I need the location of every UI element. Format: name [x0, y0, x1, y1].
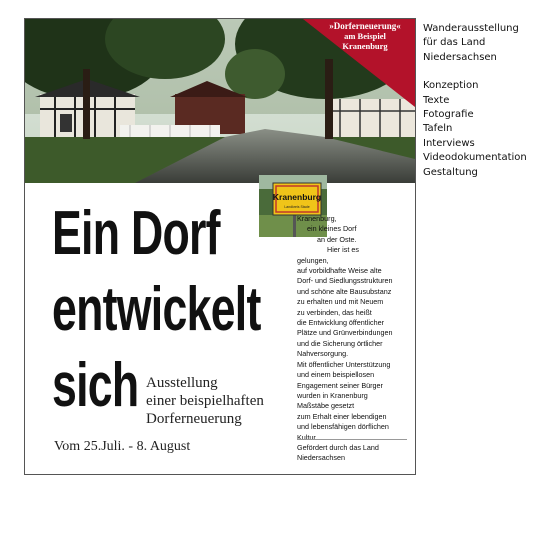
service-item: Konzeption — [423, 80, 479, 92]
body-line: ein kleines Dorf — [307, 224, 357, 234]
exhibition-poster — [24, 18, 416, 475]
body-line: zu erhalten und mit Neuem — [297, 297, 384, 307]
headline-line-1: Ein Dorf — [52, 199, 220, 268]
service-item: Interviews — [423, 137, 475, 149]
side-description — [423, 22, 537, 180]
service-item: Tafeln — [423, 123, 453, 135]
service-item: Fotografie — [423, 109, 474, 121]
body-line: Maßstäbe gesetzt — [297, 401, 355, 411]
side-intro-line-1: Wanderausstellung — [423, 23, 519, 34]
sponsor-line: Niedersachsen — [297, 453, 345, 463]
sign-subtitle: Landkreis Stade — [284, 205, 310, 209]
body-line: auf vorbildhafte Weise alte — [297, 266, 382, 276]
body-line: Dorf- und Siedlungsstrukturen — [297, 276, 393, 286]
subheadline — [146, 374, 264, 428]
body-line: Plätze und Grünverbindungen — [297, 328, 393, 338]
body-line: zum Erhalt einer lebendigen — [297, 411, 387, 421]
sponsor-note — [297, 443, 409, 464]
footer-divider — [297, 439, 407, 440]
body-line: Engagement seiner Bürger — [297, 380, 383, 390]
service-item: Gestaltung — [423, 166, 478, 178]
subheadline-line-2: einer beispielhaften — [146, 393, 264, 409]
headline-line-3: sich — [52, 351, 139, 420]
body-line: und schöne alte Bausubstanz — [297, 286, 392, 296]
ribbon-line-1: »Dorferneuerung« — [329, 21, 401, 31]
ribbon-line-2: am Beispiel — [344, 31, 386, 41]
body-line: Hier ist es — [327, 245, 359, 255]
side-spacer — [423, 65, 537, 79]
service-item: Videodokumentation — [423, 152, 527, 164]
sponsor-line: Gefördert durch das Land — [297, 443, 379, 452]
exhibition-date: Vom 25.Juli. - 8. August — [54, 439, 191, 454]
subheadline-line-1: Ausstellung — [146, 375, 218, 391]
body-line: gelungen, — [297, 255, 329, 265]
ribbon-line-3: Kranenburg — [342, 41, 388, 51]
body-text — [297, 214, 409, 443]
body-line: und die Sicherung örtlicher — [297, 338, 383, 348]
body-line: die Entwicklung öffentlicher — [297, 318, 384, 328]
subheadline-line-3: Dorferneuerung — [146, 411, 242, 427]
body-line: an der Oste. — [317, 234, 357, 244]
side-intro-line-2: für das Land — [423, 37, 486, 49]
sign-title: Kranenburg — [272, 192, 322, 202]
body-line: zu verbinden, das heißt — [297, 307, 372, 317]
body-line: wurden in Kranenburg — [297, 390, 368, 400]
body-line: Kultur. — [297, 432, 318, 442]
body-line: und einem beispiellosen — [297, 370, 375, 380]
body-line: Kranenburg, — [297, 214, 337, 223]
side-intro-line-3: Niedersachsen — [423, 51, 497, 63]
body-line: Nahversorgung. — [297, 349, 349, 359]
service-item: Texte — [423, 94, 450, 106]
ribbon-caption — [315, 21, 415, 51]
body-line: und lebensfähigen dörflichen — [297, 422, 389, 432]
headline-line-2: entwickelt — [52, 275, 261, 344]
body-line: Mit öffentlicher Unterstützung — [297, 359, 391, 369]
